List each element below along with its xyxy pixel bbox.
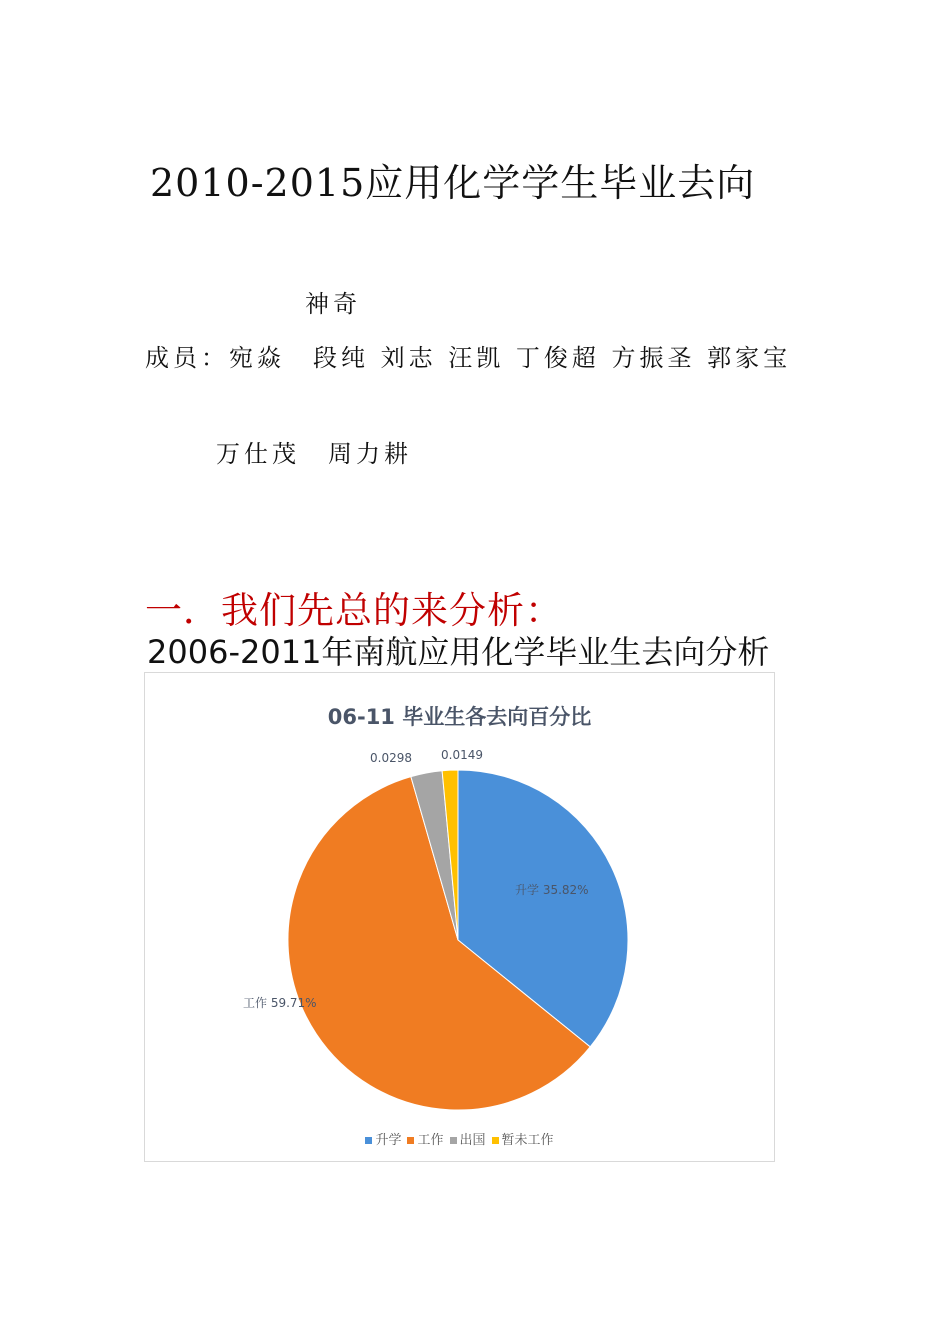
legend-swatch-1 [365, 1137, 372, 1144]
data-label-2: 工作 59.71% [243, 996, 317, 1010]
data-label-1: 升学 35.82% [515, 883, 589, 897]
legend-item-4 [492, 1129, 554, 1148]
document-title: 2010-2015应用化学学生毕业去向 [150, 161, 756, 205]
legend-swatch-2 [407, 1137, 414, 1144]
members-line: 成员：宛焱 段纯 刘志 汪凯 丁俊超 方振圣 郭家宝 [145, 344, 792, 372]
data-label-3: 0.0298 [370, 751, 412, 765]
legend-swatch-4 [492, 1137, 499, 1144]
legend-label-1: 升学 [375, 1133, 402, 1148]
pie-chart-canvas [145, 673, 776, 1163]
pie-chart [144, 672, 775, 1162]
legend-label-3: 出国 [459, 1133, 486, 1148]
legend-label-2: 工作 [417, 1133, 444, 1148]
members-line-continued: 万仕茂 周力耕 [216, 440, 412, 468]
chart-legend [145, 1129, 774, 1148]
legend-label-4: 暂未工作 [501, 1133, 554, 1148]
chart-title: 06-11 毕业生各去向百分比 [327, 705, 592, 729]
legend-item-1 [365, 1129, 401, 1148]
legend-item-2 [407, 1129, 443, 1148]
legend-item-3 [450, 1129, 486, 1148]
chart-heading: 2006-2011年南航应用化学毕业生去向分析 [147, 633, 770, 671]
legend-swatch-3 [450, 1137, 457, 1144]
section-heading: 一．我们先总的来分析： [145, 589, 563, 632]
data-label-4: 0.0149 [441, 748, 483, 762]
team-name: 神奇 [305, 290, 361, 318]
